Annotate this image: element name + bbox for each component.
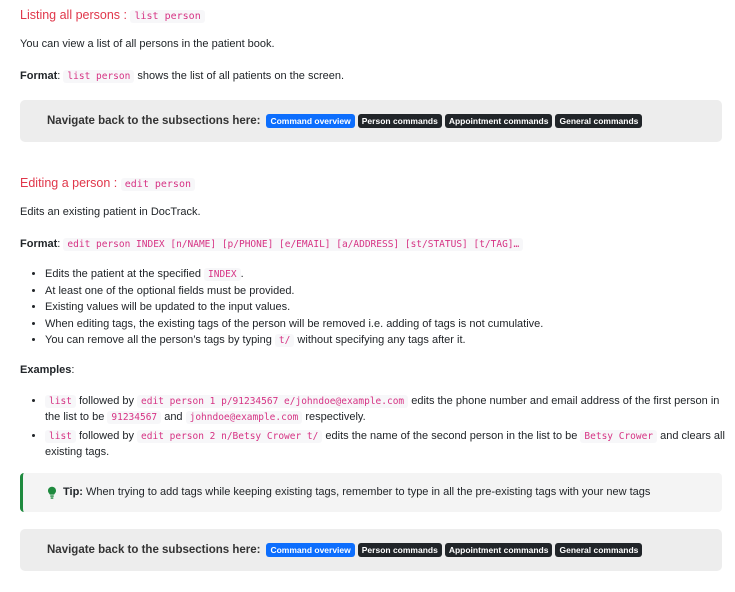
text: edits the phone number and email address of the first person in the list to be <box>45 395 720 423</box>
inline-code: edit person 2 n/Betsy Crower t/ <box>137 430 322 443</box>
heading-text: Editing a person : <box>20 176 121 190</box>
tip-text <box>63 485 650 501</box>
section-heading-list-person <box>20 6 205 25</box>
text: Edits the patient at the specified <box>45 268 204 280</box>
list-item: • Existing values will be updated to the input values. <box>45 300 735 317</box>
examples-heading <box>20 363 722 379</box>
section1-intro: You can view a list of all persons in the patient book. <box>20 38 275 50</box>
tip-label: Tip: <box>63 485 83 498</box>
nav-link-command-overview[interactable]: Command overview <box>266 543 354 557</box>
inline-code: Betsy Crower <box>580 430 657 443</box>
inline-code: list <box>45 395 76 408</box>
heading-text: Listing all persons : <box>20 8 131 22</box>
examples-label: Examples <box>20 364 72 376</box>
format-sep: : <box>57 238 64 250</box>
inline-code: t/ <box>275 334 294 347</box>
edit-rules-list <box>20 267 735 350</box>
list-item <box>45 394 735 426</box>
text: followed by <box>75 395 138 407</box>
section-heading-edit-person <box>20 174 195 193</box>
nav-link-command-overview[interactable]: Command overview <box>266 114 354 128</box>
nav-label: Navigate back to the subsections here: <box>47 543 261 556</box>
format-desc: shows the list of all patients on the screen. <box>134 70 345 82</box>
tip-callout <box>20 473 722 512</box>
list-item <box>45 267 735 284</box>
lightbulb-icon <box>47 486 57 500</box>
format-sep: : <box>57 70 64 82</box>
format-label: Format <box>20 238 58 250</box>
examples-list <box>20 394 735 464</box>
inline-code: edit person 1 p/91234567 e/johndoe@example.com <box>137 395 408 408</box>
format-label: Format <box>20 70 58 82</box>
text: and <box>161 410 186 423</box>
format-code: edit person INDEX [n/NAME] [p/PHONE] [e/EMAIL] [a/ADDRESS] [st/STATUS] [t/TAG]… <box>63 238 523 251</box>
format-code: list person <box>63 70 134 83</box>
tip-body: When trying to add tags while keeping existing tags, remember to type in all the pre-existing tags with your new tags <box>82 485 651 498</box>
nav-link-general-commands[interactable]: General commands <box>555 114 642 128</box>
nav-link-person-commands[interactable]: Person commands <box>358 543 442 557</box>
heading-code: list person <box>130 10 204 23</box>
section1-format <box>20 69 722 85</box>
list-item <box>45 333 735 350</box>
list-item: • At least one of the optional fields must be provided. <box>45 284 735 301</box>
text: respectively. <box>302 410 366 423</box>
text: without specifying any tags after it. <box>294 334 466 346</box>
text: and clears all existing tags. <box>45 429 725 458</box>
nav-label: Navigate back to the subsections here: <box>47 114 261 127</box>
list-item: • When editing tags, the existing tags of the person will be removed i.e. adding of tags is not cumulative. <box>45 317 735 334</box>
subsection-nav-box <box>20 100 722 142</box>
nav-link-appointment-commands[interactable]: Appointment commands <box>445 114 553 128</box>
inline-code: johndoe@example.com <box>186 411 303 424</box>
text: You can remove all the person’s tags by typing <box>45 334 275 346</box>
text: edits the name of the second person in the list to be <box>322 429 581 442</box>
nav-link-general-commands[interactable]: General commands <box>555 543 642 557</box>
nav-link-appointment-commands[interactable]: Appointment commands <box>445 543 553 557</box>
examples-sep: : <box>71 364 75 376</box>
inline-code: INDEX <box>204 268 241 281</box>
heading-code: edit person <box>121 178 195 191</box>
nav-link-person-commands[interactable]: Person commands <box>358 114 442 128</box>
inline-code: list <box>45 430 76 443</box>
section2-intro: Edits an existing patient in DocTrack. <box>20 206 201 218</box>
list-item <box>45 429 735 461</box>
inline-code: 91234567 <box>107 411 161 424</box>
text: followed by <box>75 429 138 442</box>
subsection-nav-box <box>20 529 722 571</box>
section2-format <box>20 237 722 253</box>
text: . <box>240 268 244 280</box>
